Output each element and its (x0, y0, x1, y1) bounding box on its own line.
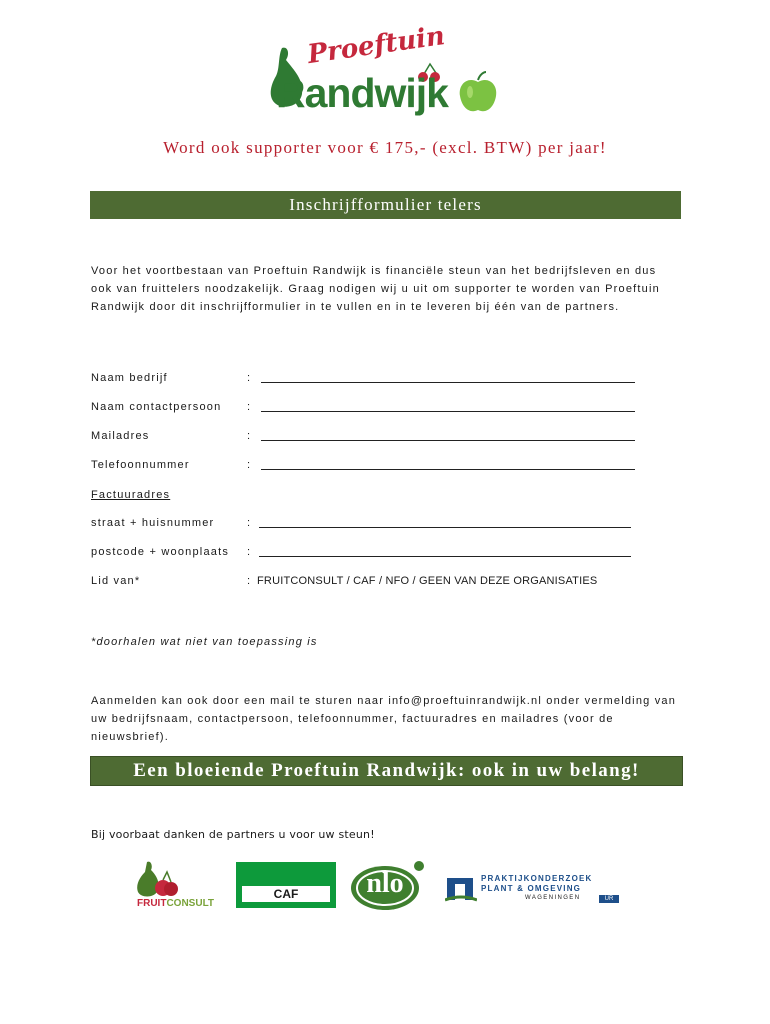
logo-text-randwijk: Randwijk (276, 70, 448, 116)
factuuradres-heading: Factuuradres (91, 489, 171, 501)
caf-text: CAF (242, 886, 330, 902)
fruit-icon (135, 858, 179, 898)
ppo-line1: PRAKTIJKONDERZOEK (481, 874, 593, 883)
footnote: *doorhalen wat niet van toepassing is (91, 636, 318, 648)
fill-line[interactable] (261, 382, 635, 383)
field-naam-contactpersoon[interactable] (91, 401, 681, 419)
field-label: Telefoonnummer (91, 459, 190, 471)
nlo-text: nlo (366, 868, 404, 899)
fill-line[interactable] (261, 469, 635, 470)
field-colon: : (247, 401, 252, 413)
thanks-text: Bij voorbaat danken de partners u voor uw steun! (91, 828, 375, 841)
field-naam-bedrijf[interactable] (91, 372, 681, 390)
fill-line[interactable] (259, 556, 631, 557)
field-colon: : (247, 546, 252, 558)
field-label: Naam bedrijf (91, 372, 168, 384)
ppo-icon (445, 872, 477, 904)
field-label: postcode + woonplaats (91, 546, 230, 558)
banner: Een bloeiende Proeftuin Randwijk: ook in uw belang! (90, 756, 683, 786)
field-label: straat + huisnummer (91, 517, 215, 529)
fill-line[interactable] (261, 411, 635, 412)
field-postcode-woonplaats[interactable] (91, 546, 681, 564)
fruitconsult-logo (135, 858, 225, 910)
ppo-ur-badge: UR (599, 895, 619, 903)
fill-line[interactable] (261, 440, 635, 441)
field-straat-huisnummer[interactable] (91, 517, 681, 535)
organisations-options[interactable]: FRUITCONSULT / CAF / NFO / GEEN VAN DEZE ORGANISATIES (257, 575, 598, 587)
proeftuin-randwijk-logo (268, 21, 500, 120)
field-mailadres[interactable] (91, 430, 681, 448)
nlo-logo (347, 858, 429, 910)
field-colon: : (247, 430, 252, 442)
field-colon: : (247, 517, 252, 529)
field-colon: : (247, 575, 252, 587)
headline: Word ook supporter voor € 175,- (excl. BTW) per jaar! (163, 138, 607, 157)
field-lid-van[interactable] (91, 575, 681, 593)
field-label: Lid van* (91, 575, 141, 587)
fruitconsult-text (137, 898, 214, 909)
fruitconsult-part2: CONSULT (166, 898, 215, 909)
field-colon: : (247, 372, 252, 384)
outro-paragraph: Aanmelden kan ook door een mail te sturen naar info@proeftuinrandwijk.nl onder vermelding van uw bedrijfsnaam, contactpersoon, telefoonnummer, factuuradres en mailadres (voor de nieuwsbrief). (91, 695, 677, 743)
logo-text-proeftuin: Proeftuin (305, 21, 447, 71)
ppo-line2: PLANT & OMGEVING (481, 884, 582, 893)
field-colon: : (247, 459, 252, 471)
ppo-logo (445, 870, 623, 906)
apple-icon (458, 70, 498, 116)
form-title-bar: Inschrijfformulier telers (90, 191, 681, 219)
caf-logo (236, 862, 336, 908)
ppo-line3: WAGENINGEN (525, 895, 581, 901)
fruitconsult-part1: FRUIT (137, 898, 167, 909)
field-label: Mailadres (91, 430, 150, 442)
intro-paragraph: Voor het voortbestaan van Proeftuin Randwijk is financiële steun van het bedrijfsleven en dus ook van fruittelers noodzakelijk. Graag nodigen wij u uit om supporter te worden van Proeftuin Randwijk door dit inschrijfformulier in te vullen en in te leveren bij één van de partners. (91, 265, 660, 313)
field-label: Naam contactpersoon (91, 401, 222, 413)
fill-line[interactable] (259, 527, 631, 528)
field-telefoonnummer[interactable] (91, 459, 681, 477)
